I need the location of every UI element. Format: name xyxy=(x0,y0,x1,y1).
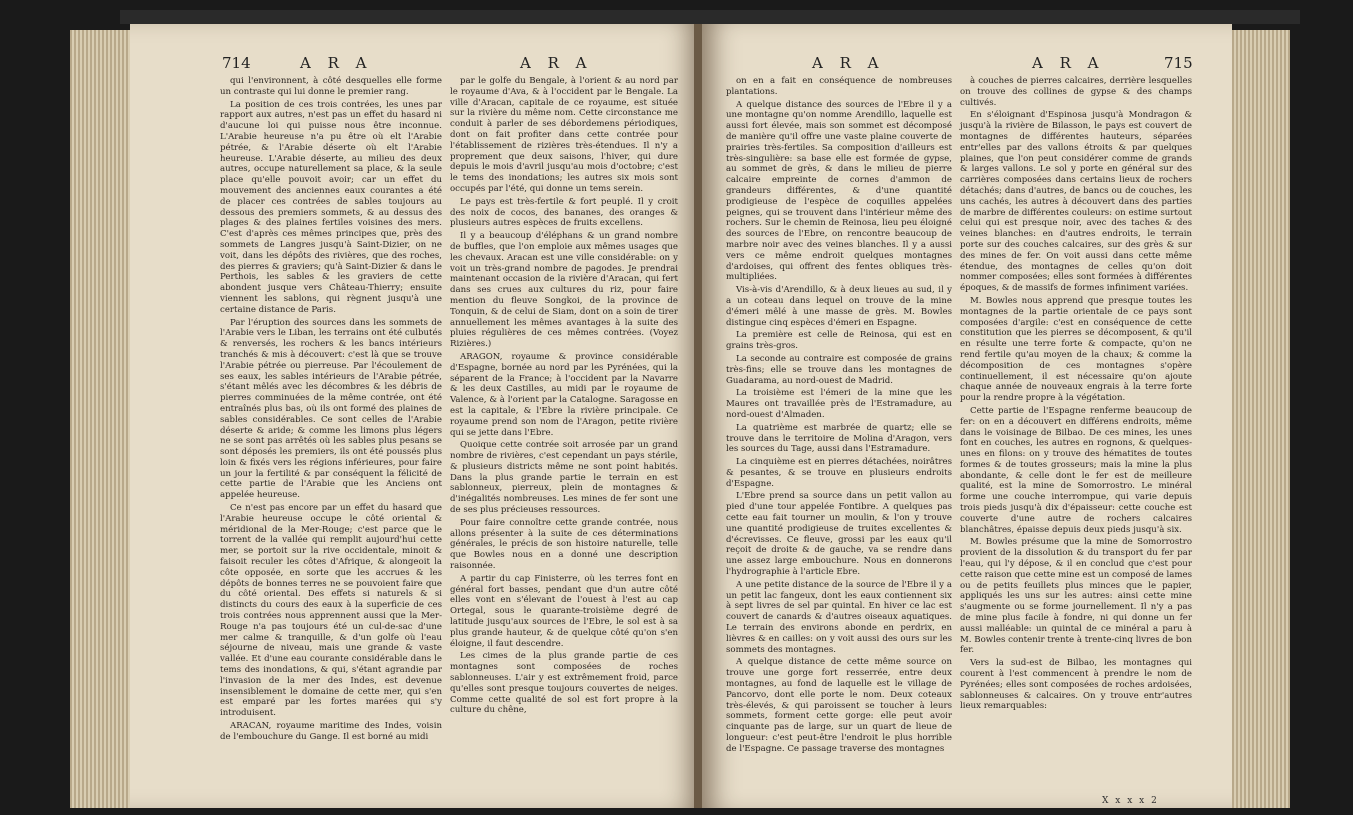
page-number-left: 714 xyxy=(222,54,251,72)
paragraph: En s'éloignant d'Espinosa jusqu'à Mondragon & jusqu'à la rivière de Bilasson, le pays est couvert de montagnes de différentes hauteurs, séparées entr'elles par des vallons étroits & par quelques plaines, que l'on peut considérer comme de grands & larges vallons. Le sol y porte en général sur des carrières composées dans certains lieux de rochers détachés; dans d'autres, de bancs ou de couches, les uns cachés, les autres à découvert dans des parties de marbre de différentes couleurs: on estime surtout celui qui est presque noir, avec des taches & des veines blanches: en d'autres endroits, le terrain porte sur des couches calcaires, sur des grès & sur des mines de fer. On voit aussi dans cette même étendue, des montagnes de celles qu'on doit nommer composées; elles sont formées à différentes époques, & de massifs de formes infiniment variées. xyxy=(960,110,1192,294)
paragraph: Les cimes de la plus grande partie de ces montagnes sont composées de roches sablonneuses. L'air y est extrêmement froid, parce qu'elles sont presque toujours couvertes de neiges. Comme cette qualité de sol est fort propre à la culture du chêne, xyxy=(450,651,678,716)
right-page-column-2 xyxy=(960,76,1192,714)
paragraph: A une petite distance de la source de l'Ebre il y a un petit lac fangeux, dont les eaux contiennent six à sept livres de sel par quintal. En hiver ce lac est couvert de canards & d'autres oiseaux aquatiques. Le terrain des environs abonde en perdrix, en lièvres & en cailles: on y voit aussi des ours sur les sommets des montagnes. xyxy=(726,579,952,655)
paragraph: La troisième est l'émeri de la mine que les Maures ont travaillée près de l'Estramadure, au nord-ouest d'Almaden. xyxy=(726,388,952,420)
paragraph: La seconde au contraire est composée de grains très-fins; elle se trouve dans les montagnes de Guadarama, au nord-ouest de Madrid. xyxy=(726,353,952,386)
paragraph: Vers la sud-est de Bilbao, les montagnes qui courent à l'est commencent à prendre le nom de Pyrénées; elles sont composées de roches ardoisées, sablonneuses & calcaires. On y trouve entr'autres lieux remarquables: xyxy=(960,658,1192,712)
paragraph: qui l'environnent, à côté desquelles elle forme un contraste qui lui donne le premier rang. xyxy=(220,76,442,97)
paragraph: à couches de pierres calcaires, derrière lesquelles on trouve des collines de gypse & des champs cultivés. xyxy=(960,76,1192,108)
paragraph: par le golfe du Bengale, à l'orient & au nord par le royaume d'Ava, & à l'occident par le Bengale. La ville d'Aracan, capitale de ce royaume, est située sur la rivière du même nom. Cette circonstance me conduit à parler de ses débordemens périodiques, dont on fait profiter dans cette contrée pour l'établissement de rizières très-étendues. Il n'y a proprement que deux saisons, l'hiver, qui dure depuis le mois d'avril jusqu'au mois d'octobre; c'est le tems des inondations; les autres six mois sont occupés par l'été, qui donne un tems serein. xyxy=(450,76,678,194)
signature-mark: X x x x 2 xyxy=(1102,796,1159,806)
paragraph: A quelque distance des sources de l'Ebre il y a une montagne qu'on nomme Arendillo, laquelle est aussi fort élevée, mais son sommet est décomposé de manière qu'il offre une vaste plaine couverte de prairies très-fertiles. Sa composition d'ailleurs est très-singulière: sa base elle est formée de gypse, au sommet de grès, & dans le milieu de pierre calcaire empreinte de cornes d'ammon de grandeurs différentes, & d'une quantité prodigieuse de l'espèce de coquilles appelées peignes, qui se trouvent dans l'intérieur même des rochers. Sur le chemin de Reinosa, lieu peu éloigné des sources de l'Ebre, on rencontre beaucoup de marbre noir avec des veines blanches. Il y a aussi vers ce même endroit quelques montagnes d'ardoises, qui offrent des fentes obliques très-multipliées. xyxy=(726,99,952,283)
paragraph: A quelque distance de cette même source on trouve une gorge fort resserrée, entre deux montagnes, au fond de laquelle est le village de Pancorvo, dont elle porte le nom. Deux coteaux très-élevés, & qui paroissent se toucher à leurs sommets, forment cette gorge: elle peut avoir cinquante pas de large, sur un quart de lieue de longueur: c'est peut-être l'endroit le plus horrible de l'Espagne. Ce passage traverse des montagnes xyxy=(726,657,952,754)
running-head: A R A xyxy=(812,54,885,72)
right-page xyxy=(702,24,1232,808)
running-head: A R A xyxy=(300,54,373,72)
paragraph: M. Bowles nous apprend que presque toutes les montagnes de la partie orientale de ce pays sont composées d'argile: c'est en conséquence de cette constitution que les pierres se décomposent, & qu'il en résulte une terre forte & compacte, qu'on ne rend fertile qu'au moyen de la chaux; & comme la décomposition de ces montagnes s'opère continuellement, il est nécessaire qu'on ajoute chaque année de nouveaux engrais à la terre forte pour la rendre propre à la végétation. xyxy=(960,295,1192,404)
left-page xyxy=(130,24,700,808)
paragraph: La quatrième est marbrée de quartz; elle se trouve dans le territoire de Molina d'Aragon, vers les sources du Tage, aussi dans l'Estramadure. xyxy=(726,422,952,455)
paragraph: L'Ebre prend sa source dans un petit vallon au pied d'une tour appelée Fontibre. A quelques pas cette eau fait tourner un moulin, & l'on y trouve une quantité prodigieuse de truites excellentes & d'écrevisses. Ce fleuve, grossi par les eaux qu'il reçoit de droite & de gauche, va se rendre dans une assez large embouchure. Nous en donnerons l'hydrographie à l'article Ebre. xyxy=(726,491,952,578)
paragraph: Ce n'est pas encore par un effet du hasard que l'Arabie heureuse occupe le côté oriental & méridional de la Mer-Rouge; c'est parce que le torrent de la vallée qui remplit aujourd'hui cette mer, se portoit sur la rive occidentale, minoit & faisoit reculer les côtes d'Afrique, & alongeoit la côte opposée, en sorte que les accrues & les dépôts de bonnes terres ne se pouvoient faire que du côté oriental. Des effets si naturels & si distincts du cours des eaux à la superficie de ces trois contrées nous apprennent aussi que la Mer-Rouge n'a pas toujours été un cul-de-sac d'une mer calme & tranquille, & d'un golfe où l'eau séjourne de niveau, mais une grande & vaste vallée. Et d'une eau courante considérable dans le tems des inondations, & qui, s'étant agrandie par l'invasion de la mer des Indes, est devenue insensiblement le domaine de cette mer, qui s'en est emparé par les fortes marées qui s'y introduisent. xyxy=(220,503,442,719)
top-shadow xyxy=(120,10,1300,24)
running-head: A R A xyxy=(520,54,593,72)
paragraph: M. Bowles présume que la mine de Somorrostro provient de la dissolution & du transport du fer par l'eau, qui l'y dépose, & il en conclud que c'est pour cette raison que cette mine est un composé de lames ou de petits feuillets plus minces que le papier, appliqués les uns sur les autres: ainsi cette mine s'augmente ou se forme journellement. Il n'y a pas de mine plus facile à fondre, ni qui donne un fer aussi malléable: un quintal de ce minéral a paru à M. Bowles contenir trente à trente-cinq livres de bon fer. xyxy=(960,537,1192,656)
left-page-column-1 xyxy=(220,76,442,745)
paragraph: Par l'éruption des sources dans les sommets de l'Arabie vers le Liban, les terrains ont été culbutés & renversés, les rochers & les bancs intérieurs tranchés & mis à découvert: c'est là que se trouve l'Arabie pétrée ou pierreuse. Par l'écoulement de ses eaux, les sables intérieurs de l'Arabie pétrée, s'étant mêlés avec les décombres & les débris de pierres comminuées de la même contrée, ont été entraînés plus bas, où ils ont formé des plaines de sables considérables. Ce sont celles de l'Arabie déserte & aride; & comme les limons plus légers ne se sont pas arrêtés où les sables plus pesans se sont déposés les premiers, ils ont été poussés plus loin & fixés vers les régions inférieures, pour faire un jour la fertilité & par conséquent la félicité de cette partie de l'Arabie que les Anciens ont appelée heureuse. xyxy=(220,317,442,501)
paragraph: Quoique cette contrée soit arrosée par un grand nombre de rivières, c'est cependant un pays stérile, & plusieurs districts même ne sont point habités. Dans la plus grande partie le terrain en est sablonneux, pierreux, plein de montagnes & d'inégalités nombreuses. Les mines de fer sont une de ses plus précieuses ressources. xyxy=(450,440,678,516)
paragraph: Cette partie de l'Espagne renferme beaucoup de fer: on en a découvert en différens endroits, même dans le voisinage de Bilbao. De ces mines, les unes font en couches, les autres en rognons, & quelques-unes en filons: on y trouve des hématites de toutes formes & de toutes grosseurs; mais la mine la plus abondante, & celle dont le fer est de meilleure qualité, est la mine de Somorrostro. Le minéral forme une couche interrompue, qui varie depuis trois pieds jusqu'à dix d'épaisseur: cette couche est couverte d'une autre de rochers calcaires blanchâtres, épaisse depuis deux pieds jusqu'à six. xyxy=(960,405,1192,535)
paragraph: A partir du cap Finisterre, où les terres font en général fort basses, pendant que d'un autre côté elles vont en s'élevant de l'ouest à l'est au cap Ortegal, sous le quarante-troisième degré de latitude jusqu'aux sources de l'Ebre, le sol est à sa plus grande hauteur, & de quelque côté qu'on s'en éloigne, il faut descendre. xyxy=(450,573,678,649)
paragraph: La cinquième est en pierres détachées, noirâtres & pesantes, & se trouve en plusieurs endroits d'Espagne. xyxy=(726,457,952,489)
paragraph: on en a fait en conséquence de nombreuses plantations. xyxy=(726,76,952,97)
paragraph: Vis-à-vis d'Arendillo, & à deux lieues au sud, il y a un coteau dans lequel on trouve de la mine d'émeri mêlé à une masse de grès. M. Bowles distingue cinq espèces d'émeri en Espagne. xyxy=(726,285,952,328)
right-page-edges xyxy=(1230,30,1290,808)
paragraph: La position de ces trois contrées, les unes par rapport aux autres, n'est pas un effet du hasard ni d'aucune loi qui puisse nous être inconnue. L'Arabie heureuse n'a pu être où elt l'Arabie pétrée, & l'Arabie déserte où elt l'Arabie heureuse. L'Arabie déserte, au milieu des deux autres, occupe naturellement sa place, & la seule place qu'elle pouvoit avoir; car un effet du mouvement des anciennes eaux courantes a été de placer ces contrées de sables toujours au dessous des premiers sommets, & au dessus des plages & des plaines fertiles voisines des mers. C'est d'après ces mêmes principes que, près des sommets de Langres jusqu'à Saint-Dizier, on ne voit, dans les dépôts des rivières, que des roches, des pierres & graviers; qu'à Saint-Dizier & dans le Perthois, les sables & les graviers de cette abondent jusque vers Château-Thierry; ensuite viennent les sablons, qui règnent jusqu'à une certaine distance de Paris. xyxy=(220,99,442,315)
paragraph: Pour faire connoître cette grande contrée, nous allons présenter à la suite de ces déterminations générales, le précis de son histoire naturelle, telle que Bowles nous en a donné une description raisonnée. xyxy=(450,517,678,572)
paragraph: Le pays est très-fertile & fort peuplé. Il y croit des noix de cocos, des bananes, des oranges & plusieurs autres espèces de fruits excellens. xyxy=(450,196,678,229)
paragraph: La première est celle de Reinosa, qui est en grains très-gros. xyxy=(726,330,952,352)
left-page-edges xyxy=(70,30,130,808)
right-page-column-1 xyxy=(726,76,952,757)
paragraph: ARACAN, royaume maritime des Indes, voisin de l'embouchure du Gange. Il est borné au midi xyxy=(220,721,442,742)
running-head: A R A xyxy=(1032,54,1105,72)
left-page-column-2 xyxy=(450,76,678,718)
paragraph: Il y a beaucoup d'éléphans & un grand nombre de buffles, que l'on emploie aux mêmes usages que les chevaux. Aracan est une ville considérable: on y voit un très-grand nombre de pagodes. Je prendrai maintenant occasion de la rivière d'Aracan, qui fert dans ses crues aux cultures du riz, pour faire mention du fleuve Songkoi, de la province de Tonquin, & de celui de Siam, dont on a soin de tirer annuellement les mêmes avantages à la suite des pluies régulières de ces mêmes contrées. (Voyez Rizières.) xyxy=(450,231,678,350)
page-number-right: 715 xyxy=(1164,54,1193,72)
paragraph: ARAGON, royaume & province considérable d'Espagne, bornée au nord par les Pyrénées, qui la séparent de la France; à l'occident par la Navarre & les deux Castilles, au midi par le royaume de Valence, & à l'orient par la Catalogne. Saragosse en est la capitale, & l'Ebre la rivière principale. Ce royaume prend son nom de l'Aragon, petite rivière qui se jette dans l'Ebre. xyxy=(450,351,678,438)
